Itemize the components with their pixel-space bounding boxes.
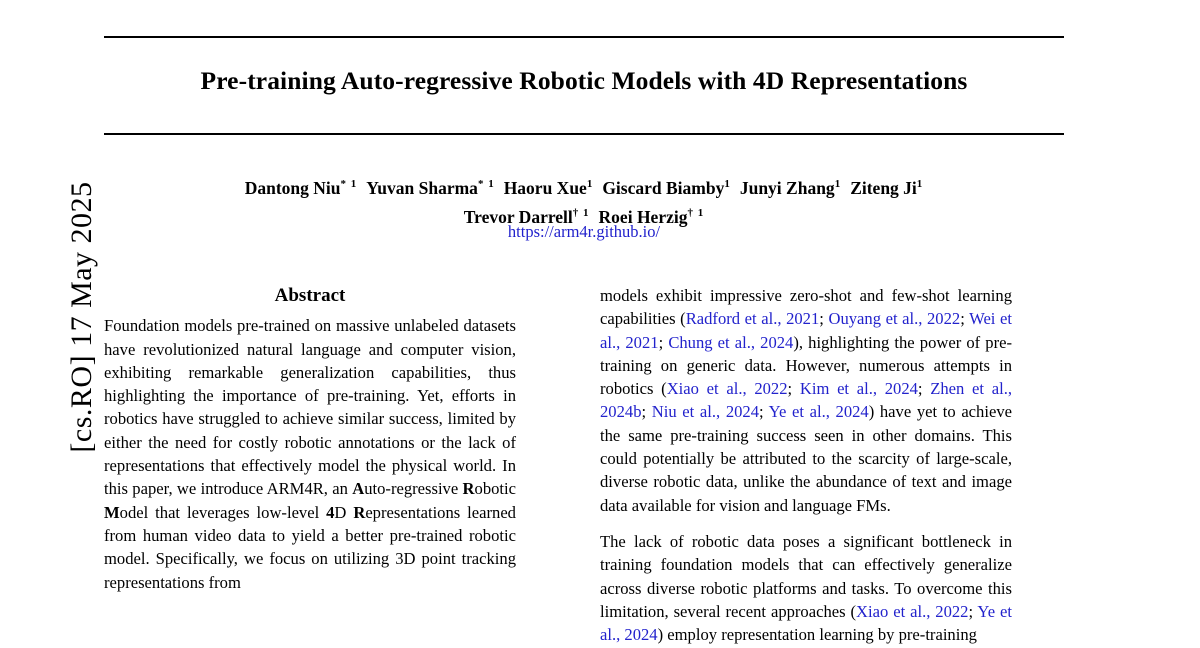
project-url-link[interactable]: https://arm4r.github.io/ xyxy=(507,222,661,241)
author-name: Ziteng Ji$^1$ xyxy=(850,177,924,198)
author-affiliation-mark: * 1 xyxy=(477,178,495,190)
arxiv-identifier-stamp: [cs.RO] 17 May 2025 xyxy=(65,181,98,453)
abstract-paragraph: Foundation models pre-trained on massive unlabeled datasets have revolutionized natural language and computer vision, exhibiting remarkable generalization capabilities, thus highlighting the importance of pre-training. Yet, efforts in robotics have struggled to achieve similar success, limited by either the need for costly robotic annotations or the lack of representations that effectively model the physical world. In this paper, we introduce ARM4R, an Auto-regressive Robotic Model that leverages low-level 4D Representations learned from human video data to yield a better pre-trained robotic model. Specifically, we focus on utilizing 3D point tracking representations from xyxy=(104,316,516,592)
author-affiliation-mark: 1 xyxy=(724,178,731,190)
author-affiliation-mark: 1 xyxy=(586,178,594,190)
intro-paragraph-1: models exhibit impressive zero-shot and few-shot learning capabilities (Radford et al., 2021; Ouyang et al., 2022; Wei et al., 2021; Chung et al., 2024), highlighting the power of pre-training on generic data. However, numerous attempts in robotics (Xiao et al., 2022; Kim et al., 2024; Zhen et al., 2024b; Niu et al., 2024; Ye et al., 2024) have yet to achieve the same pre-training success seen in other domains. This could potentially be attributed to the scarcity of large-scale, diverse robotic data, unlike the abundance of text and image data available for vision and language FMs. xyxy=(600,286,1013,515)
author-name: Giscard Biamby$^1$ xyxy=(602,177,731,198)
title-rule-top xyxy=(104,36,1064,38)
title-rule-bottom xyxy=(104,133,1064,135)
project-url[interactable] xyxy=(104,222,1064,242)
author-list xyxy=(104,172,1064,230)
author-affiliation-mark: 1 xyxy=(834,178,842,190)
author-name: Roei Herzig$^{\dagger 1}$ xyxy=(598,206,705,227)
author-line-1 xyxy=(104,172,1064,201)
abstract-heading: Abstract xyxy=(274,285,346,306)
author-name: Trevor Darrell$^{\dagger 1}$ xyxy=(463,206,590,227)
column-left xyxy=(104,284,516,607)
author-name: Junyi Zhang$^1$ xyxy=(739,177,842,198)
author-name: Yuvan Sharma$^{* 1}$ xyxy=(366,177,495,198)
page-title: Pre-training Auto-regressive Robotic Models with 4D Representations xyxy=(200,66,968,95)
column-right xyxy=(600,284,1012,648)
author-affiliation-mark: * 1 xyxy=(340,178,358,190)
author-name: Haoru Xue$^1$ xyxy=(503,177,594,198)
author-affiliation-mark: † 1 xyxy=(687,206,705,219)
author-affiliation-mark: 1 xyxy=(916,178,924,190)
intro-paragraph-2: The lack of robotic data poses a significant bottleneck in training foundation models that can effectively generalize across diverse robotic platforms and tasks. To overcome this limitation, several recent approaches (Xiao et al., 2022; Ye et al., 2024) employ representation learning by pre-training xyxy=(600,531,1012,645)
author-affiliation-mark: † 1 xyxy=(572,206,590,219)
paper-body xyxy=(104,0,1072,648)
author-name: Dantong Niu$^{* 1}$ xyxy=(244,177,358,198)
